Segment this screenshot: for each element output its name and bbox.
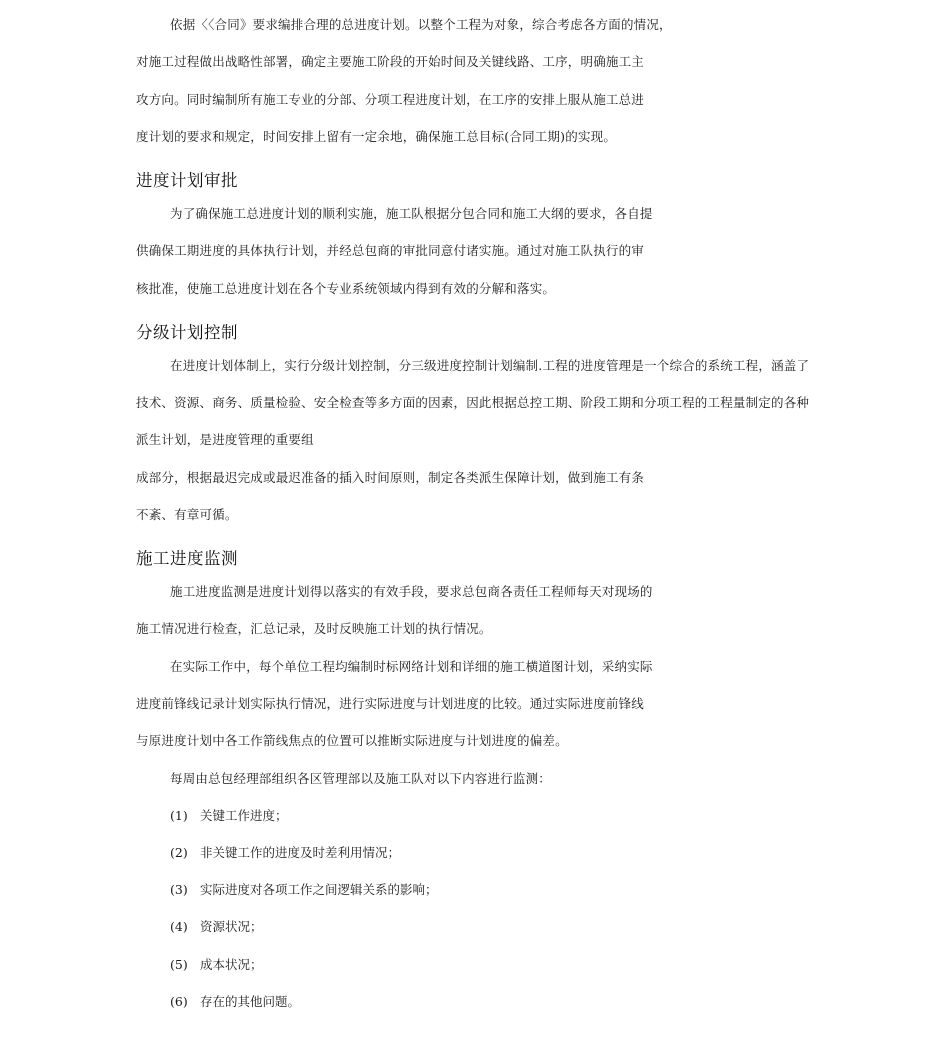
monitor-p1-line-1: 施工进度监测是进度计划得以落实的有效手段，要求总包商各责任工程师每天对现场的 [170,584,653,599]
list-item-number: (2) [170,845,188,860]
approval-line-2: 供确保工期进度的具体执行计划，并经总包商的审批同意付诸实施。通过对施工队执行的审 [136,243,645,258]
list-item [170,994,300,1010]
list-item-text: 关键工作进度； [200,808,288,823]
section-heading-monitor: 施工进度监测 [136,549,238,568]
list-item-text: 成本状况； [200,957,263,972]
control-line-5: 不紊、有章可循。 [136,507,238,522]
monitor-p2-line-2: 进度前锋线记录计划实际执行情况，进行实际进度与计划进度的比较。通过实际进度前锋线 [136,696,645,711]
list-item-number: (1) [170,808,188,823]
intro-line-2: 对施工过程做出战略性部署，确定主要施工阶段的开始时间及关键线路、工序，明确施工主 [136,54,645,69]
intro-line-4: 度计划的要求和规定，时间安排上留有一定余地，确保施工总目标(合同工期)的实现。 [136,129,617,144]
monitor-p1-line-2: 施工情况进行检查，汇总记录，及时反映施工计划的执行情况。 [136,621,492,636]
list-item [170,882,438,898]
intro-line-1: 依据〈〈合同》要求编排合理的总进度计划。以整个工程为对象，综合考虑各方面的情况， [170,17,672,32]
section-heading-approval: 进度计划审批 [136,171,238,190]
approval-line-1: 为了确保施工总进度计划的顺利实施，施工队根据分包合同和施工大纲的要求，各自提 [170,206,653,221]
list-item-number: (4) [170,919,188,934]
approval-line-3: 核批准，使施工总进度计划在各个专业系统领域内得到有效的分解和落实。 [136,281,556,296]
monitor-p2-line-1: 在实际工作中，每个单位工程均编制时标网络计划和详细的施工横道图计划，采纳实际 [170,659,653,674]
list-item [170,957,263,973]
section-heading-control: 分级计划控制 [136,323,238,342]
list-item [170,845,400,861]
list-item-number: (6) [170,994,188,1009]
control-line-4: 成部分，根据最迟完成或最迟准备的插入时间原则，制定各类派生保障计划，做到施工有条 [136,470,645,485]
list-item [170,919,263,935]
control-line-1: 在进度计划体制上，实行分级计划控制，分三级进度控制计划编制.工程的进度管理是一个综合的系统工程，涵盖了 [170,358,810,373]
intro-line-3: 攻方向。同时编制所有施工专业的分部、分项工程进度计划，在工序的安排上服从施工总进 [136,92,645,107]
list-item-text: 实际进度对各项工作之间逻辑关系的影响； [200,882,438,897]
list-item [170,808,288,824]
list-item-number: (3) [170,882,188,897]
list-item-number: (5) [170,957,188,972]
control-line-3: 派生计划，是进度管理的重要组 [136,432,314,447]
list-item-text: 资源状况； [200,919,263,934]
list-item-text: 非关键工作的进度及时差利用情况； [200,845,401,860]
monitor-p2-line-3: 与原进度计划中各工作箭线焦点的位置可以推断实际进度与计划进度的偏差。 [136,733,568,748]
control-line-2: 技术、资源、商务、质量检验、安全检查等多方面的因素，因此根据总控工期、阶段工期和分项工程的工程量制定的各种 [136,395,810,410]
list-item-text: 存在的其他问题。 [200,994,301,1009]
monitor-p3-line: 每周由总包经理部组织各区管理部以及施工队对以下内容进行监测： [170,771,552,786]
